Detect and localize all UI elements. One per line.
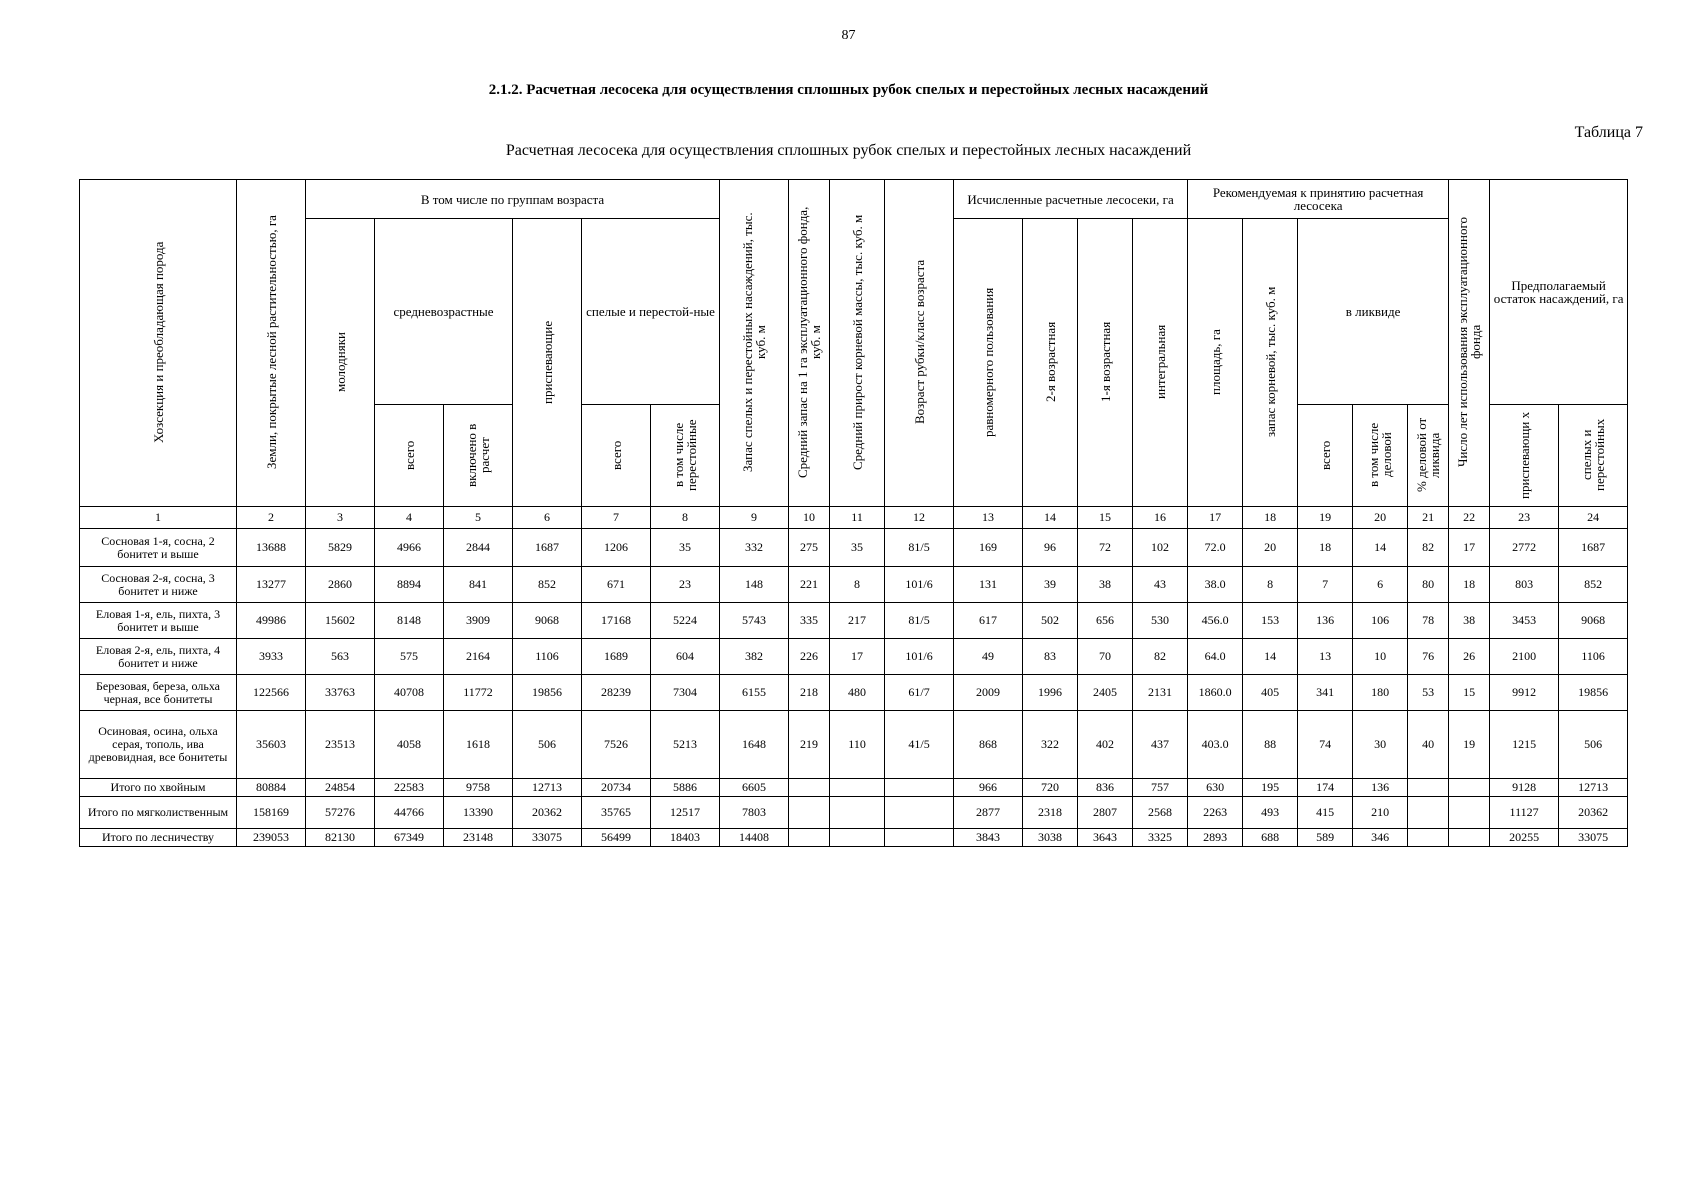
table-cell: 5224 (651, 603, 720, 639)
table-cell: 8894 (375, 567, 444, 603)
column-number: 15 (1078, 507, 1133, 529)
table-cell: 18 (1298, 529, 1353, 567)
table-cell: 72.0 (1188, 529, 1243, 567)
table-cell: 9912 (1490, 675, 1559, 711)
table-cell: 19856 (1559, 675, 1628, 711)
table-cell: 22583 (375, 779, 444, 797)
header-middle-aged: средневозрастные (375, 219, 513, 405)
table-cell: 38.0 (1188, 567, 1243, 603)
table-cell: 33763 (306, 675, 375, 711)
table-cell: 563 (306, 639, 375, 675)
table-cell (1408, 779, 1449, 797)
header-liquid-business: в том числе деловой (1353, 405, 1408, 507)
table-cell: 20 (1243, 529, 1298, 567)
table-cell (789, 829, 830, 847)
table-cell: 502 (1023, 603, 1078, 639)
table-cell (830, 779, 885, 797)
table-cell: 217 (830, 603, 885, 639)
table-cell: 221 (789, 567, 830, 603)
table-cell: 8 (830, 567, 885, 603)
table-cell: 3325 (1133, 829, 1188, 847)
table-cell: 106 (1353, 603, 1408, 639)
table-cell: 530 (1133, 603, 1188, 639)
table-cell: 617 (954, 603, 1023, 639)
table-cell: 76 (1408, 639, 1449, 675)
table-cell: 456.0 (1188, 603, 1243, 639)
table-cell: 335 (789, 603, 830, 639)
table-cell: 23148 (444, 829, 513, 847)
table-cell: 2860 (306, 567, 375, 603)
header-integral: интегральная (1133, 219, 1188, 507)
table-cell: 415 (1298, 797, 1353, 829)
table-cell: 81/5 (885, 529, 954, 567)
column-number: 8 (651, 507, 720, 529)
table-cell: 3643 (1078, 829, 1133, 847)
table-cell: 2772 (1490, 529, 1559, 567)
page-number: 87 (841, 28, 856, 43)
table-cell: 18403 (651, 829, 720, 847)
table-cell: 8 (1243, 567, 1298, 603)
table-cell: 153 (1243, 603, 1298, 639)
header-second-age: 2-я возрастная (1023, 219, 1078, 507)
row-name: Итого по хвойным (80, 779, 237, 797)
header-area: площадь, га (1188, 219, 1243, 507)
table-cell: 210 (1353, 797, 1408, 829)
row-name: Еловая 1-я, ель, пихта, 3 бонитет и выше (80, 603, 237, 639)
header-overripe: в том числе перестойные (651, 405, 720, 507)
header-business-percent: % деловой от ликвида (1408, 405, 1449, 507)
column-number: 20 (1353, 507, 1408, 529)
table-cell: 5829 (306, 529, 375, 567)
table-cell: 2131 (1133, 675, 1188, 711)
table-cell: 346 (1353, 829, 1408, 847)
header-remain-ripe: спелых и перестойных (1559, 405, 1628, 507)
table-cell: 131 (954, 567, 1023, 603)
table-cell: 23 (651, 567, 720, 603)
table-cell: 61/7 (885, 675, 954, 711)
table-cell: 82 (1408, 529, 1449, 567)
table-cell: 382 (720, 639, 789, 675)
table-cell: 2100 (1490, 639, 1559, 675)
column-number: 3 (306, 507, 375, 529)
table-cell: 17 (830, 639, 885, 675)
header-cut-age: Возраст рубки/класс возраста (885, 180, 954, 507)
table-cell: 4058 (375, 711, 444, 779)
table-cell: 20362 (1559, 797, 1628, 829)
table-cell (885, 779, 954, 797)
table-cell: 218 (789, 675, 830, 711)
table-cell: 136 (1353, 779, 1408, 797)
table-cell: 20362 (513, 797, 582, 829)
column-number: 11 (830, 507, 885, 529)
header-first-age: 1-я возрастная (1078, 219, 1133, 507)
table-cell: 9128 (1490, 779, 1559, 797)
table-row (80, 711, 1628, 779)
table-cell: 102 (1133, 529, 1188, 567)
column-number: 6 (513, 507, 582, 529)
row-name: Осиновая, осина, ольха серая, тополь, ива древовидная, все бонитеты (80, 711, 237, 779)
table-cell: 26 (1449, 639, 1490, 675)
row-name: Итого по мягколиственным (80, 797, 237, 829)
table-cell: 49 (954, 639, 1023, 675)
table-cell: 275 (789, 529, 830, 567)
table-cell: 14 (1243, 639, 1298, 675)
table-cell: 1687 (513, 529, 582, 567)
table-cell: 19 (1449, 711, 1490, 779)
row-name: Итого по лесничеству (80, 829, 237, 847)
table-cell: 589 (1298, 829, 1353, 847)
table-cell: 2009 (954, 675, 1023, 711)
table-cell (789, 797, 830, 829)
table-cell (830, 797, 885, 829)
table-cell: 1215 (1490, 711, 1559, 779)
table-cell: 23513 (306, 711, 375, 779)
table-cell: 9758 (444, 779, 513, 797)
table-cell: 841 (444, 567, 513, 603)
table-cell: 11772 (444, 675, 513, 711)
table-cell: 332 (720, 529, 789, 567)
section-heading: 2.1.2. Расчетная лесосека для осуществления сплошных рубок спелых и перестойных лесных насаждений (488, 82, 1209, 98)
table-cell: 20255 (1490, 829, 1559, 847)
header-mid-total: всего (375, 405, 444, 507)
header-mid-included: включено в расчет (444, 405, 513, 507)
table-cell: 2807 (1078, 797, 1133, 829)
table-cell (789, 779, 830, 797)
header-uniform-use: равномерного пользования (954, 219, 1023, 507)
column-number: 12 (885, 507, 954, 529)
table-cell: 82130 (306, 829, 375, 847)
table-cell: 405 (1243, 675, 1298, 711)
table-cell: 13390 (444, 797, 513, 829)
table-cell: 35603 (237, 711, 306, 779)
header-avg-stock: Средний запас на 1 га эксплуатационного фонда, куб. м (789, 180, 830, 507)
header-ripe-total: всего (582, 405, 651, 507)
table-cell: 4966 (375, 529, 444, 567)
column-number: 2 (237, 507, 306, 529)
table-cell: 67349 (375, 829, 444, 847)
table-row (80, 639, 1628, 675)
table-cell: 803 (1490, 567, 1559, 603)
table-cell: 101/6 (885, 639, 954, 675)
table-cell: 836 (1078, 779, 1133, 797)
table-cell: 506 (513, 711, 582, 779)
table-cell: 195 (1243, 779, 1298, 797)
table-cell: 688 (1243, 829, 1298, 847)
table-cell: 1618 (444, 711, 513, 779)
table-cell: 41/5 (885, 711, 954, 779)
header-avg-growth: Средний прирост корневой массы, тыс. куб. м (830, 180, 885, 507)
table-cell: 656 (1078, 603, 1133, 639)
row-name: Еловая 2-я, ель, пихта, 4 бонитет и ниже (80, 639, 237, 675)
table-cell: 53 (1408, 675, 1449, 711)
header-maturing: приспевающие (513, 219, 582, 507)
table-cell: 13688 (237, 529, 306, 567)
header-age-groups: В том числе по группам возраста (306, 180, 720, 219)
table-cell: 852 (513, 567, 582, 603)
table-cell: 2893 (1188, 829, 1243, 847)
table-cell: 82 (1133, 639, 1188, 675)
table-cell (885, 797, 954, 829)
table-cell: 7526 (582, 711, 651, 779)
table-cell: 437 (1133, 711, 1188, 779)
table-cell: 43 (1133, 567, 1188, 603)
table-cell: 630 (1188, 779, 1243, 797)
table-cell: 18 (1449, 567, 1490, 603)
table-cell: 3453 (1490, 603, 1559, 639)
table-cell: 226 (789, 639, 830, 675)
table-cell: 12713 (513, 779, 582, 797)
header-ripe-stock: Запас спелых и перестойных насаждений, тыс. куб. м (720, 180, 789, 507)
table-cell: 966 (954, 779, 1023, 797)
table-cell: 56499 (582, 829, 651, 847)
table-cell: 10 (1353, 639, 1408, 675)
table-cell: 1689 (582, 639, 651, 675)
table-number: Таблица 7 (1574, 124, 1643, 141)
table-cell: 1206 (582, 529, 651, 567)
column-number-row (80, 507, 1628, 529)
table-cell: 720 (1023, 779, 1078, 797)
table-cell: 493 (1243, 797, 1298, 829)
header-recommended-cut: Рекомендуемая к принятию расчетная лесосека (1188, 180, 1449, 219)
table-cell: 852 (1559, 567, 1628, 603)
header-root-stock: запас корневой, тыс. куб. м (1243, 219, 1298, 507)
column-number: 23 (1490, 507, 1559, 529)
table-cell: 1648 (720, 711, 789, 779)
table-row (80, 603, 1628, 639)
table-cell: 81/5 (885, 603, 954, 639)
table-row (80, 567, 1628, 603)
table-row (80, 797, 1628, 829)
table-cell: 7304 (651, 675, 720, 711)
header-remain-maturing: приспевающи х (1490, 405, 1559, 507)
table-cell: 40 (1408, 711, 1449, 779)
table-cell: 49986 (237, 603, 306, 639)
column-number: 4 (375, 507, 444, 529)
table-cell: 17168 (582, 603, 651, 639)
table-cell (1449, 779, 1490, 797)
table-cell: 6155 (720, 675, 789, 711)
table-cell: 74 (1298, 711, 1353, 779)
table-cell: 57276 (306, 797, 375, 829)
table-cell (830, 829, 885, 847)
table-cell: 3843 (954, 829, 1023, 847)
table-header (80, 180, 1628, 529)
table-cell: 33075 (513, 829, 582, 847)
table-cell: 35 (830, 529, 885, 567)
row-name: Березовая, береза, ольха черная, все бонитеты (80, 675, 237, 711)
table-cell: 136 (1298, 603, 1353, 639)
table-cell (1408, 829, 1449, 847)
table-cell: 180 (1353, 675, 1408, 711)
table-cell: 24854 (306, 779, 375, 797)
table-cell: 35765 (582, 797, 651, 829)
table-cell: 403.0 (1188, 711, 1243, 779)
table-cell: 322 (1023, 711, 1078, 779)
table-cell: 480 (830, 675, 885, 711)
column-number: 24 (1559, 507, 1628, 529)
table-cell: 35 (651, 529, 720, 567)
table-cell: 3909 (444, 603, 513, 639)
row-name: Сосновая 1-я, сосна, 2 бонитет и выше (80, 529, 237, 567)
table-cell: 3933 (237, 639, 306, 675)
table-row (80, 829, 1628, 847)
column-number: 9 (720, 507, 789, 529)
table-cell: 15 (1449, 675, 1490, 711)
table-cell: 148 (720, 567, 789, 603)
row-name: Сосновая 2-я, сосна, 3 бонитет и ниже (80, 567, 237, 603)
table-cell: 5886 (651, 779, 720, 797)
table-cell (1449, 797, 1490, 829)
table-cell: 28239 (582, 675, 651, 711)
table-cell: 64.0 (1188, 639, 1243, 675)
table-cell: 72 (1078, 529, 1133, 567)
table-cell: 96 (1023, 529, 1078, 567)
table-cell: 219 (789, 711, 830, 779)
table-cell: 80884 (237, 779, 306, 797)
table-body (80, 529, 1628, 847)
table-cell: 38 (1078, 567, 1133, 603)
table-cell: 5743 (720, 603, 789, 639)
header-forest-land: Земли, покрытые лесной растительностью, га (237, 180, 306, 507)
table-cell: 5213 (651, 711, 720, 779)
table-cell: 1687 (1559, 529, 1628, 567)
table-caption: Расчетная лесосека для осуществления сплошных рубок спелых и перестойных лесных насаждений (505, 142, 1192, 159)
table-cell: 2263 (1188, 797, 1243, 829)
table-cell: 9068 (1559, 603, 1628, 639)
table-cell: 9068 (513, 603, 582, 639)
column-number: 17 (1188, 507, 1243, 529)
table-cell: 12517 (651, 797, 720, 829)
table-cell: 19856 (513, 675, 582, 711)
table-cell: 169 (954, 529, 1023, 567)
table-cell: 671 (582, 567, 651, 603)
table-cell: 7803 (720, 797, 789, 829)
allowable-cut-table (79, 179, 1628, 847)
table-cell: 239053 (237, 829, 306, 847)
column-number: 22 (1449, 507, 1490, 529)
table-cell: 83 (1023, 639, 1078, 675)
table-cell: 44766 (375, 797, 444, 829)
table-cell: 868 (954, 711, 1023, 779)
table-cell: 39 (1023, 567, 1078, 603)
table-cell: 158169 (237, 797, 306, 829)
column-number: 10 (789, 507, 830, 529)
table-cell: 122566 (237, 675, 306, 711)
header-young: молодняки (306, 219, 375, 507)
table-cell: 88 (1243, 711, 1298, 779)
table-cell: 506 (1559, 711, 1628, 779)
table-cell: 1106 (513, 639, 582, 675)
table-cell: 78 (1408, 603, 1449, 639)
column-number: 13 (954, 507, 1023, 529)
table-cell: 11127 (1490, 797, 1559, 829)
table-cell: 2844 (444, 529, 513, 567)
table-cell: 6 (1353, 567, 1408, 603)
table-cell: 110 (830, 711, 885, 779)
table-cell: 1860.0 (1188, 675, 1243, 711)
table-cell: 14 (1353, 529, 1408, 567)
table-cell: 14408 (720, 829, 789, 847)
table-cell: 575 (375, 639, 444, 675)
table-cell: 757 (1133, 779, 1188, 797)
table-cell: 15602 (306, 603, 375, 639)
table-cell: 8148 (375, 603, 444, 639)
table-cell: 20734 (582, 779, 651, 797)
table-cell: 6605 (720, 779, 789, 797)
table-row (80, 529, 1628, 567)
column-number: 18 (1243, 507, 1298, 529)
column-number: 19 (1298, 507, 1353, 529)
table-cell (1449, 829, 1490, 847)
table-cell: 2877 (954, 797, 1023, 829)
table-cell: 7 (1298, 567, 1353, 603)
table-cell: 70 (1078, 639, 1133, 675)
column-number: 14 (1023, 507, 1078, 529)
table-cell: 40708 (375, 675, 444, 711)
table-cell: 80 (1408, 567, 1449, 603)
table-cell: 2164 (444, 639, 513, 675)
table-row (80, 779, 1628, 797)
table-cell: 341 (1298, 675, 1353, 711)
header-farm-section: Хозсекция и преобладающая порода (80, 180, 237, 507)
table-cell: 13 (1298, 639, 1353, 675)
table-cell: 33075 (1559, 829, 1628, 847)
column-number: 21 (1408, 507, 1449, 529)
table-cell: 402 (1078, 711, 1133, 779)
header-remaining-stands: Предполагаемый остаток насаждений, га (1490, 180, 1628, 405)
table-cell: 2405 (1078, 675, 1133, 711)
header-years-use: Число лет использования эксплуатационного фонда (1449, 180, 1490, 507)
table-cell: 13277 (237, 567, 306, 603)
table-cell: 12713 (1559, 779, 1628, 797)
column-number: 1 (80, 507, 237, 529)
table-cell: 30 (1353, 711, 1408, 779)
table-cell: 17 (1449, 529, 1490, 567)
header-liquid-total: всего (1298, 405, 1353, 507)
header-ripe-overripe: спелые и перестой-ные (582, 219, 720, 405)
table-cell: 174 (1298, 779, 1353, 797)
header-liquid: в ликвиде (1298, 219, 1449, 405)
column-number: 5 (444, 507, 513, 529)
table-cell: 38 (1449, 603, 1490, 639)
table-cell: 1996 (1023, 675, 1078, 711)
table-cell: 2318 (1023, 797, 1078, 829)
table-cell (885, 829, 954, 847)
column-number: 7 (582, 507, 651, 529)
table-cell: 1106 (1559, 639, 1628, 675)
header-calculated-cuts: Исчисленные расчетные лесосеки, га (954, 180, 1188, 219)
table-cell: 604 (651, 639, 720, 675)
table-cell: 101/6 (885, 567, 954, 603)
table-cell: 2568 (1133, 797, 1188, 829)
column-number: 16 (1133, 507, 1188, 529)
table-cell (1408, 797, 1449, 829)
table-cell: 3038 (1023, 829, 1078, 847)
table-row (80, 675, 1628, 711)
